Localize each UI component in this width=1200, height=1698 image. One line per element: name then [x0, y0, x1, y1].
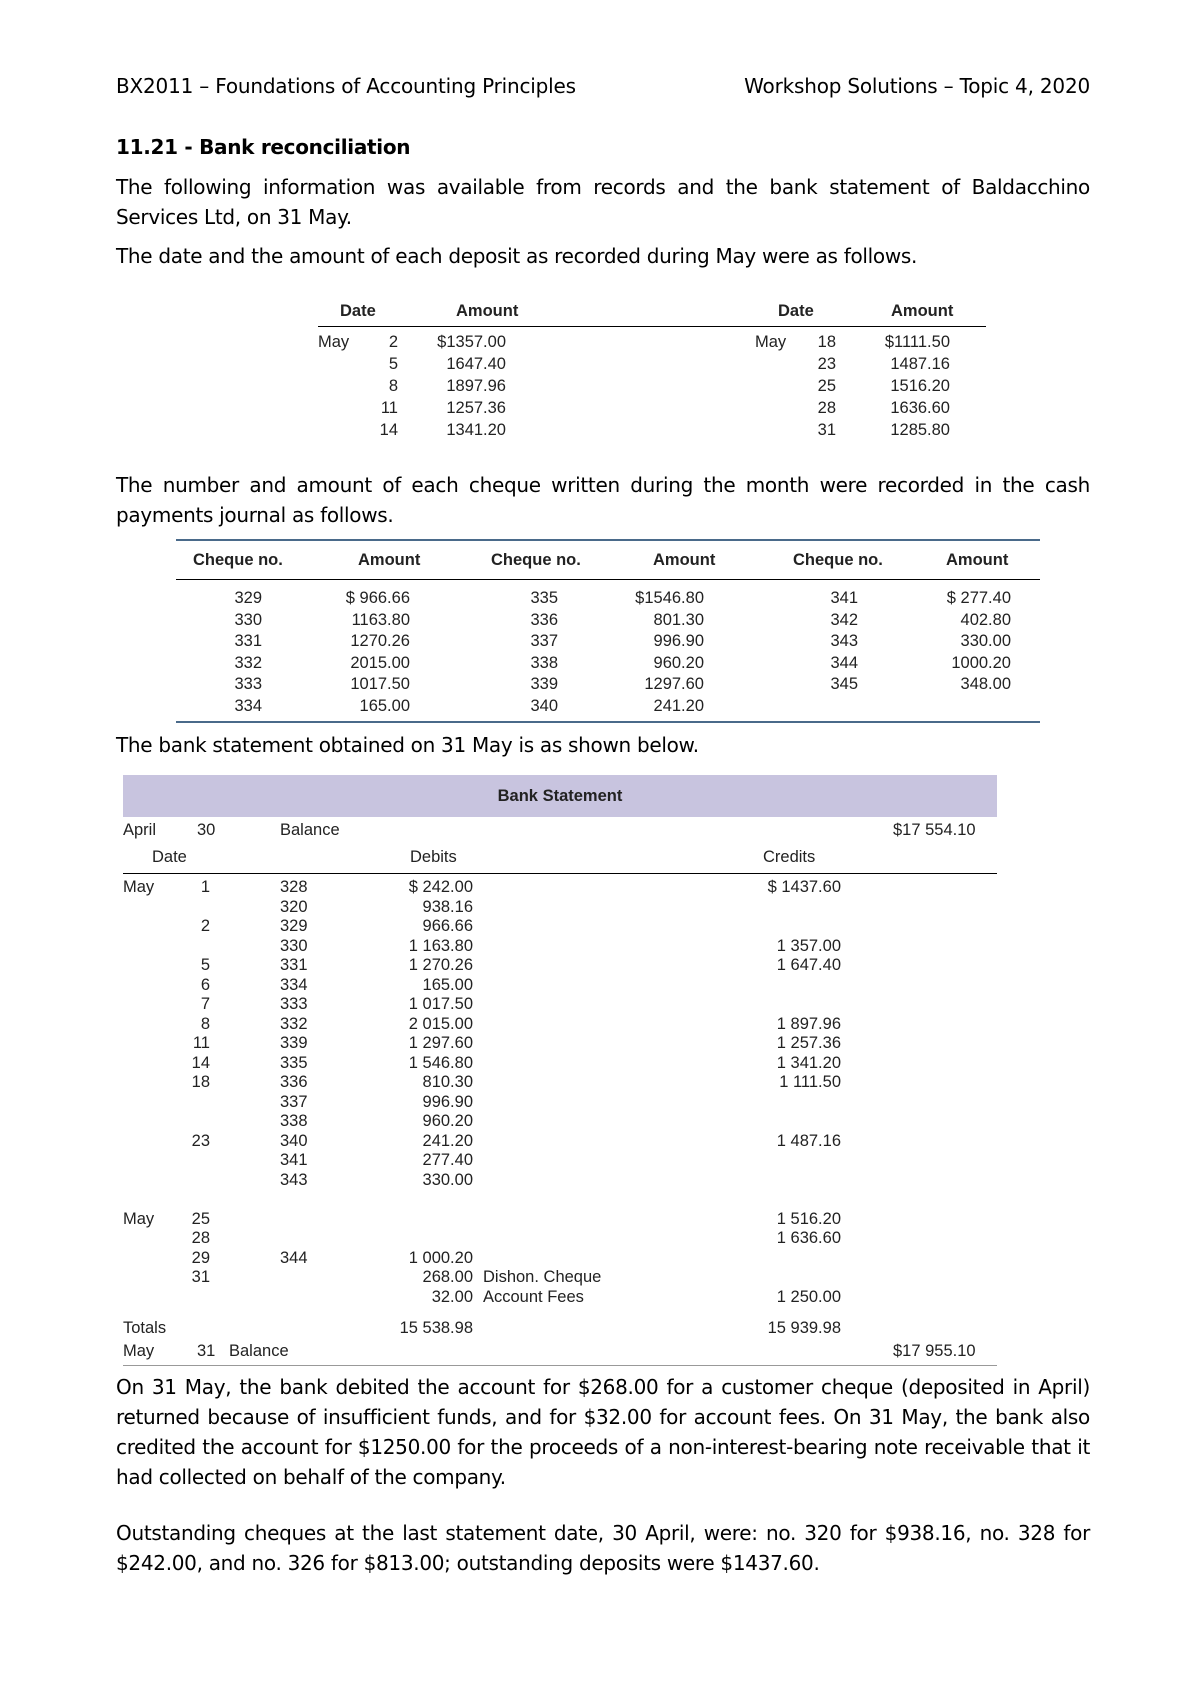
bank-intro: The bank statement obtained on 31 May is as shown below.: [116, 733, 699, 757]
deposit-day: 2: [388, 333, 398, 351]
bank-row-day: 29: [191, 1248, 210, 1267]
bank-statement-row: [123, 937, 997, 957]
deposits-table: [318, 300, 986, 441]
bank-statement-row: [123, 1210, 997, 1230]
bank-row-debit: 2 015.00: [408, 1014, 473, 1033]
bank-row-credit: 1 111.50: [779, 1073, 841, 1091]
cheque-amount: $1546.80: [635, 589, 704, 607]
bank-totals-row: [123, 1317, 997, 1341]
bank-row-day: 18: [191, 1073, 210, 1091]
deposit-amount: 1516.20: [890, 377, 950, 395]
header-course: BX2011 – Foundations of Accounting Principles: [116, 74, 576, 98]
cheque-amount: 960.20: [653, 653, 704, 672]
cheque-row: [176, 674, 1040, 696]
bank-row-debit: 1 297.60: [408, 1034, 473, 1052]
cheque-number: 344: [830, 653, 858, 672]
bank-row-credit: 1 250.00: [776, 1287, 841, 1306]
cheques-header-amount-3: Amount: [946, 551, 1009, 569]
bank-statement-row: [123, 1249, 997, 1269]
header-topic: Workshop Solutions – Topic 4, 2020: [744, 74, 1090, 98]
deposit-day: 5: [388, 355, 398, 373]
cheque-number: 331: [234, 632, 262, 650]
deposit-row: [318, 397, 986, 419]
bank-row-day: 1: [200, 878, 210, 896]
deposit-day: 25: [817, 377, 836, 395]
deposit-day: 18: [817, 333, 836, 351]
bank-statement-row: [123, 917, 997, 937]
bank-row-month: May: [123, 878, 155, 896]
cheque-row: [176, 610, 1040, 632]
bank-statement-row: [123, 1054, 997, 1074]
cheque-row: [176, 631, 1040, 653]
deposit-day: 14: [379, 421, 398, 439]
bank-row-month: May: [123, 1209, 155, 1228]
deposit-row: [318, 375, 986, 397]
cheque-amount: 241.20: [653, 696, 704, 715]
cheque-amount: 330.00: [960, 632, 1011, 650]
cheque-number: 339: [530, 675, 558, 693]
opening-amount: $17 554.10: [893, 821, 976, 839]
closing-label: Balance: [229, 1342, 289, 1360]
bank-statement-row: [123, 1073, 997, 1093]
cheques-header-amount-2: Amount: [653, 551, 716, 569]
bank-row-credit: 1 357.00: [776, 936, 841, 955]
page-header: [116, 74, 1090, 98]
cheque-row: [176, 653, 1040, 675]
cheque-number: 332: [234, 653, 262, 672]
deposit-amount: $1357.00: [437, 333, 506, 351]
cheque-number: 337: [530, 632, 558, 650]
bank-statement-body: [123, 874, 997, 1307]
bank-column-headers: [123, 843, 997, 874]
cheque-number: 336: [530, 610, 558, 629]
cheque-number: 329: [234, 589, 262, 607]
bank-statement-row: [123, 1112, 997, 1132]
deposits-header-amount-1: Amount: [456, 302, 519, 320]
bank-statement-row: [123, 956, 997, 976]
bank-row-debit: 1 017.50: [408, 995, 473, 1013]
deposits-header-amount-2: Amount: [891, 302, 954, 320]
bank-row-credit: 1 647.40: [776, 956, 841, 974]
bank-statement-row: [123, 1288, 997, 1308]
cheques-header-no-3: Cheque no.: [793, 551, 883, 569]
bank-statement-row: [123, 1034, 997, 1054]
bank-row-credit: 1 636.60: [776, 1229, 841, 1247]
cheque-amount: 165.00: [359, 696, 410, 715]
bank-row-credit: 1 487.16: [776, 1131, 841, 1150]
cheque-number: 338: [530, 653, 558, 672]
bank-row-debit: 32.00: [431, 1287, 473, 1306]
deposit-day: 23: [817, 355, 836, 373]
deposit-amount: 1636.60: [890, 399, 950, 417]
cheque-amount: 1270.26: [350, 632, 410, 650]
cheque-number: 333: [234, 675, 262, 693]
bank-row-cheque: 336: [280, 1073, 308, 1091]
deposits-intro: The date and the amount of each deposit as recorded during May were as follows.: [116, 244, 918, 268]
bank-row-cheque: 333: [280, 995, 308, 1013]
cheque-number: 334: [234, 696, 262, 715]
deposit-amount: 1487.16: [890, 355, 950, 373]
bank-statement-row: [123, 1190, 997, 1210]
cheque-number: 345: [830, 675, 858, 693]
bank-row-debit: 165.00: [422, 975, 473, 994]
bank-statement-title: Bank Statement: [123, 775, 997, 817]
bank-row-cheque: 334: [280, 975, 308, 994]
section-title: 11.21 - Bank reconciliation: [116, 135, 411, 159]
cheques-table: [176, 539, 1040, 723]
bank-statement-row: [123, 1093, 997, 1113]
after-paragraph-1: On 31 May, the bank debited the account for $268.00 for a customer cheque (deposited in April) returned because of insufficient funds, and for $32.00 for account fees. On 31 May, the bank also credited the account for $1250.00 for the proceeds of a non-interest-bearing note receivable that it had collected on behalf of the company.: [116, 1375, 1090, 1489]
bank-row-debit: 960.20: [422, 1112, 473, 1130]
deposits-body: [318, 327, 986, 441]
bank-row-note: Account Fees: [483, 1287, 584, 1306]
cheques-intro: The number and amount of each cheque written during the month were recorded in the cash payments journal as follows.: [116, 473, 1090, 527]
bank-row-debit: 1 000.20: [408, 1248, 473, 1267]
bank-row-day: 23: [191, 1131, 210, 1150]
bank-row-debit: 966.66: [422, 917, 473, 935]
opening-label: Balance: [280, 821, 340, 839]
bank-row-cheque: 344: [280, 1248, 308, 1267]
totals-debits: 15 538.98: [399, 1319, 473, 1337]
cheque-amount: 402.80: [960, 610, 1011, 629]
deposits-header-date-2: Date: [778, 302, 814, 320]
cheque-amount: 1297.60: [644, 675, 704, 693]
opening-month: April: [123, 821, 157, 839]
bank-row-cheque: 339: [280, 1034, 308, 1052]
cheque-amount: 1000.20: [951, 653, 1011, 672]
bank-row-day: 11: [192, 1034, 210, 1052]
bank-row-cheque: 338: [280, 1112, 308, 1130]
cheques-header-no-2: Cheque no.: [491, 551, 581, 569]
bank-row-cheque: 335: [280, 1053, 308, 1072]
bank-row-debit: 268.00: [422, 1268, 473, 1286]
cheque-amount: $ 966.66: [345, 589, 410, 607]
cheque-number: 340: [530, 696, 558, 715]
bank-row-cheque: 328: [280, 878, 308, 896]
cheque-amount: 348.00: [960, 675, 1011, 693]
bank-row-credit: 1 516.20: [776, 1209, 841, 1228]
deposit-day: 31: [817, 421, 836, 439]
bank-row-day: 25: [191, 1209, 210, 1228]
bank-row-day: 7: [200, 995, 210, 1013]
totals-credits: 15 939.98: [767, 1319, 841, 1337]
bank-row-credit: 1 257.36: [776, 1034, 841, 1052]
deposit-month: May: [318, 333, 350, 351]
bank-row-cheque: 341: [280, 1151, 308, 1169]
deposit-day: 11: [380, 399, 398, 417]
bank-row-debit: 277.40: [422, 1151, 473, 1169]
bank-row-cheque: 332: [280, 1014, 308, 1033]
deposit-amount: 1647.40: [446, 355, 506, 373]
bank-row-debit: 1 163.80: [408, 936, 473, 955]
cheque-row: [176, 696, 1040, 718]
bank-statement-row: [123, 878, 997, 898]
deposit-amount: 1257.36: [446, 399, 506, 417]
bank-row-debit: 330.00: [422, 1170, 473, 1189]
bank-row-debit: $ 242.00: [408, 878, 473, 896]
deposit-row: [318, 331, 986, 353]
bank-row-cheque: 329: [280, 917, 308, 935]
bank-header-date: Date: [152, 848, 187, 866]
bank-row-debit: 938.16: [422, 897, 473, 916]
totals-label: Totals: [123, 1319, 167, 1337]
bank-statement-row: [123, 1015, 997, 1035]
bank-statement-row: [123, 1151, 997, 1171]
cheque-number: 343: [830, 632, 858, 650]
bank-statement: [123, 775, 997, 1366]
bank-statement-row: [123, 1268, 997, 1288]
cheque-number: 330: [234, 610, 262, 629]
bank-row-day: 2: [200, 917, 210, 935]
deposits-header-date-1: Date: [340, 302, 376, 320]
cheque-number: 335: [530, 589, 558, 607]
deposit-month: May: [755, 333, 787, 351]
cheques-header-row: [176, 541, 1040, 580]
bank-row-note: Dishon. Cheque: [483, 1268, 602, 1286]
deposits-header-row: [318, 300, 986, 327]
deposit-amount: 1341.20: [446, 421, 506, 439]
intro-paragraph: The following information was available from records and the bank statement of Baldacchino Services Ltd, on 31 May.: [116, 175, 1090, 229]
bank-row-day: 6: [200, 975, 210, 994]
deposit-amount: $1111.50: [884, 333, 950, 351]
bank-row-debit: 996.90: [422, 1092, 473, 1111]
cheque-amount: 801.30: [653, 610, 704, 629]
deposit-day: 8: [388, 377, 398, 395]
cheque-amount: 2015.00: [350, 653, 410, 672]
bank-row-debit: 241.20: [422, 1131, 473, 1150]
bank-statement-row: [123, 898, 997, 918]
bank-row-credit: 1 897.96: [776, 1014, 841, 1033]
bank-row-day: 28: [191, 1229, 210, 1247]
bank-row-cheque: 340: [280, 1131, 308, 1150]
bank-statement-row: [123, 1132, 997, 1152]
cheques-body: [176, 580, 1040, 721]
cheque-number: 342: [830, 610, 858, 629]
closing-balance-row: [123, 1341, 997, 1366]
bank-statement-row: [123, 976, 997, 996]
bank-statement-row: [123, 1229, 997, 1249]
deposit-day: 28: [817, 399, 836, 417]
bank-row-day: 31: [191, 1268, 210, 1286]
cheques-header-no-1: Cheque no.: [193, 551, 283, 569]
bank-header-debits: Debits: [410, 848, 457, 866]
bank-row-cheque: 320: [280, 897, 308, 916]
bank-row-debit: 810.30: [422, 1073, 473, 1091]
closing-day: 31: [197, 1342, 216, 1360]
cheque-number: 341: [830, 589, 858, 607]
cheque-amount: 1163.80: [351, 610, 410, 629]
closing-month: May: [123, 1342, 155, 1360]
cheque-row: [176, 588, 1040, 610]
bank-statement-row: [123, 1171, 997, 1191]
bank-header-credits: Credits: [763, 848, 816, 866]
deposit-amount: 1897.96: [446, 377, 506, 395]
closing-amount: $17 955.10: [893, 1342, 976, 1360]
bank-row-cheque: 337: [280, 1092, 308, 1111]
bank-row-cheque: 343: [280, 1170, 308, 1189]
bank-row-debit: 1 546.80: [408, 1053, 473, 1072]
bank-row-cheque: 330: [280, 936, 308, 955]
bank-row-day: 8: [200, 1014, 210, 1033]
after-paragraph-2: Outstanding cheques at the last statement date, 30 April, were: no. 320 for $938.16, no. 328 for $242.00, and no. 326 for $813.00; outstanding deposits were $1437.60.: [116, 1521, 1090, 1575]
deposit-row: [318, 353, 986, 375]
bank-row-credit: 1 341.20: [776, 1053, 841, 1072]
bank-row-cheque: 331: [280, 956, 308, 974]
cheque-amount: 996.90: [653, 632, 704, 650]
cheque-amount: $ 277.40: [946, 589, 1011, 607]
bank-row-credit: $ 1437.60: [767, 878, 841, 896]
cheque-amount: 1017.50: [350, 675, 410, 693]
cheques-header-amount-1: Amount: [358, 551, 421, 569]
opening-balance-row: [123, 817, 997, 843]
bank-statement-row: [123, 995, 997, 1015]
opening-day: 30: [197, 821, 216, 839]
deposit-row: [318, 419, 986, 441]
deposit-amount: 1285.80: [890, 421, 950, 439]
bank-row-day: 5: [200, 956, 210, 974]
bank-row-day: 14: [191, 1053, 210, 1072]
bank-row-debit: 1 270.26: [408, 956, 473, 974]
